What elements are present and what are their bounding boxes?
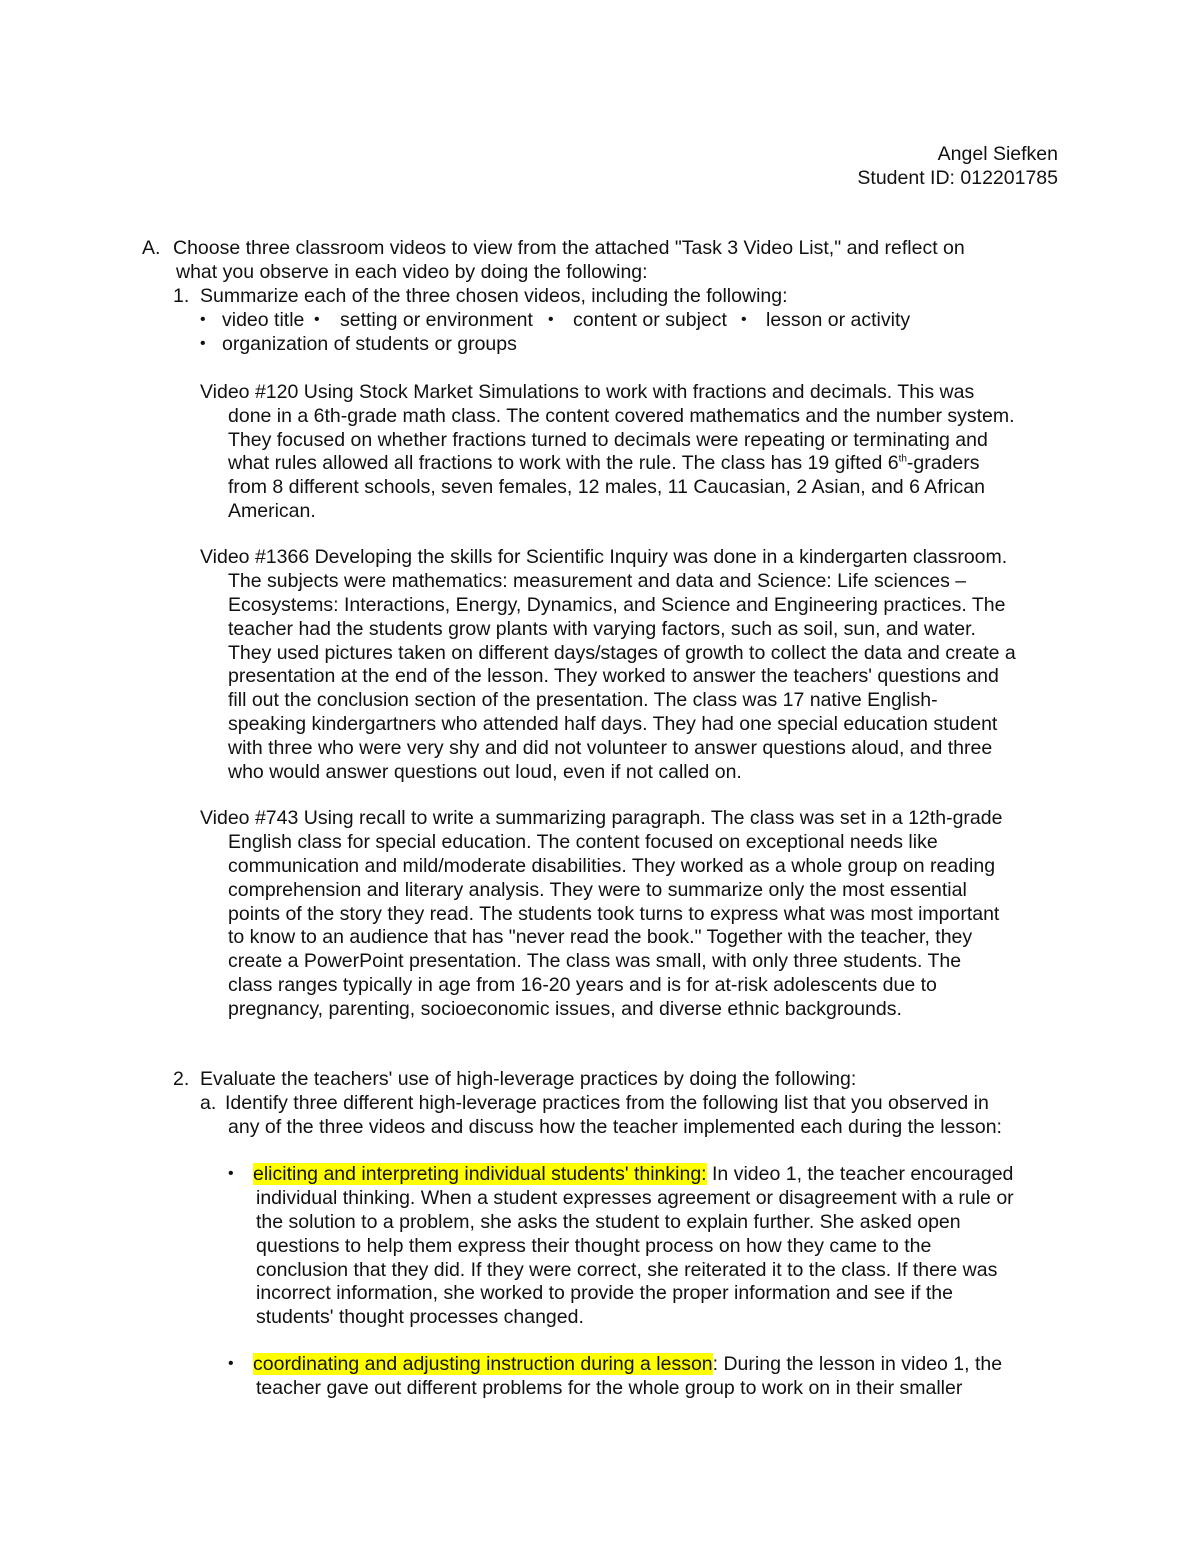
paragraph-line: communication and mild/moderate disabilities. They worked as a whole group on reading xyxy=(228,855,996,877)
paragraph-line: done in a 6th-grade math class. The content covered mathematics and the number system. xyxy=(228,405,1015,427)
paragraph-line: They used pictures taken on different days/stages of growth to collect the data and create a xyxy=(228,642,1016,664)
practice-first-line: coordinating and adjusting instruction during a lesson: During the lesson in video 1, the xyxy=(253,1353,1003,1375)
sub-a-line: Identify three different high-leverage practices from the following list that you observed in xyxy=(225,1092,989,1114)
item-2-marker: 2. xyxy=(173,1068,190,1090)
sub-a-line: any of the three videos and discuss how the teacher implemented each during the lesson: xyxy=(228,1116,1002,1138)
bullet-item: organization of students or groups xyxy=(222,333,517,355)
bullet-icon: • xyxy=(741,311,747,328)
paragraph-line: class ranges typically in age from 16-20 years and is for at-risk adolescents due to xyxy=(228,974,937,996)
section-a-marker: A. xyxy=(142,237,161,259)
paragraph-line: comprehension and literary analysis. They were to summarize only the most essential xyxy=(228,879,967,901)
bullet-icon: • xyxy=(200,311,206,328)
paragraph-line: the solution to a problem, she asks the student to explain further. She asked open xyxy=(256,1211,961,1233)
paragraph-line: teacher gave out different problems for the whole group to work on in their smaller xyxy=(256,1377,963,1399)
paragraph-line: from 8 different schools, seven females, 12 males, 11 Caucasian, 2 Asian, and 6 African xyxy=(228,476,985,498)
bullet-item: lesson or activity xyxy=(766,309,911,331)
paragraph-line: They focused on whether fractions turned to decimals were repeating or terminating and xyxy=(228,429,988,451)
paragraph-line: Video #743 Using recall to write a summarizing paragraph. The class was set in a 12th-grade xyxy=(200,807,1003,829)
bullet-icon: • xyxy=(314,311,320,328)
paragraph-line: conclusion that they did. If they were correct, she reiterated it to the class. If there was xyxy=(256,1259,998,1281)
highlighted-practice: coordinating and adjusting instruction during a lesson xyxy=(253,1353,713,1375)
paragraph-line: speaking kindergartners who attended half days. They had one special education student xyxy=(228,713,998,735)
paragraph-line: Ecosystems: Interactions, Energy, Dynamics, and Science and Engineering practices. The xyxy=(228,594,1006,616)
student-id: Student ID: 012201785 xyxy=(857,167,1058,189)
superscript-th: th xyxy=(898,453,907,465)
item-2-text: Evaluate the teachers' use of high-leverage practices by doing the following: xyxy=(200,1068,857,1090)
sub-a-marker: a. xyxy=(200,1092,217,1114)
paragraph-line: students' thought processes changed. xyxy=(256,1306,584,1328)
paragraph-line: teacher had the students grow plants with varying factors, such as soil, sun, and water. xyxy=(228,618,976,640)
section-a-prompt-line: Choose three classroom videos to view from the attached "Task 3 Video List," and reflect on xyxy=(173,237,965,259)
paragraph-line: to know to an audience that has "never read the book." Together with the teacher, they xyxy=(228,926,973,948)
bullet-icon: • xyxy=(200,335,206,352)
paragraph-line: points of the story they read. The students took turns to express what was most important xyxy=(228,903,1000,925)
paragraph-line: Video #120 Using Stock Market Simulations to work with fractions and decimals. This was xyxy=(200,381,975,403)
highlighted-practice: eliciting and interpreting individual students' thinking: xyxy=(253,1163,707,1185)
bullet-item: setting or environment xyxy=(340,309,533,331)
item-1-text: Summarize each of the three chosen videos, including the following: xyxy=(200,285,788,307)
paragraph-line: presentation at the end of the lesson. They worked to answer the teachers' questions and xyxy=(228,665,999,687)
bullet-item: video title xyxy=(222,309,305,331)
paragraph-line: pregnancy, parenting, socioeconomic issues, and diverse ethnic backgrounds. xyxy=(228,998,902,1020)
item-1-marker: 1. xyxy=(173,285,190,307)
paragraph-line: questions to help them express their thought process on how they came to the xyxy=(256,1235,932,1257)
paragraph-line: who would answer questions out loud, even if not called on. xyxy=(228,761,742,783)
bullet-icon: • xyxy=(228,1355,234,1372)
author-name: Angel Siefken xyxy=(937,143,1058,165)
paragraph-line: American. xyxy=(228,500,316,522)
bullet-icon: • xyxy=(228,1165,234,1182)
paragraph-line: English class for special education. The content focused on exceptional needs like xyxy=(228,831,938,853)
paragraph-line: individual thinking. When a student expresses agreement or disagreement with a rule or xyxy=(256,1187,1014,1209)
paragraph-line: incorrect information, she worked to provide the proper information and see if the xyxy=(256,1282,953,1304)
paragraph-line: create a PowerPoint presentation. The class was small, with only three students. The xyxy=(228,950,962,972)
paragraph-line: what rules allowed all fractions to work with the rule. The class has 19 gifted 6th-graders xyxy=(228,452,980,474)
section-a-prompt-line: what you observe in each video by doing the following: xyxy=(176,261,648,283)
paragraph-line: Video #1366 Developing the skills for Scientific Inquiry was done in a kindergarten classroom. xyxy=(200,546,1008,568)
bullet-item: content or subject xyxy=(573,309,727,331)
paragraph-line: The subjects were mathematics: measurement and data and Science: Life sciences – xyxy=(228,570,967,592)
paragraph-line: fill out the conclusion section of the presentation. The class was 17 native English- xyxy=(228,689,938,711)
bullet-icon: • xyxy=(548,311,554,328)
paragraph-line: with three who were very shy and did not volunteer to answer questions aloud, and three xyxy=(228,737,993,759)
practice-first-line: eliciting and interpreting individual students' thinking: In video 1, the teacher encouraged xyxy=(253,1163,1014,1185)
